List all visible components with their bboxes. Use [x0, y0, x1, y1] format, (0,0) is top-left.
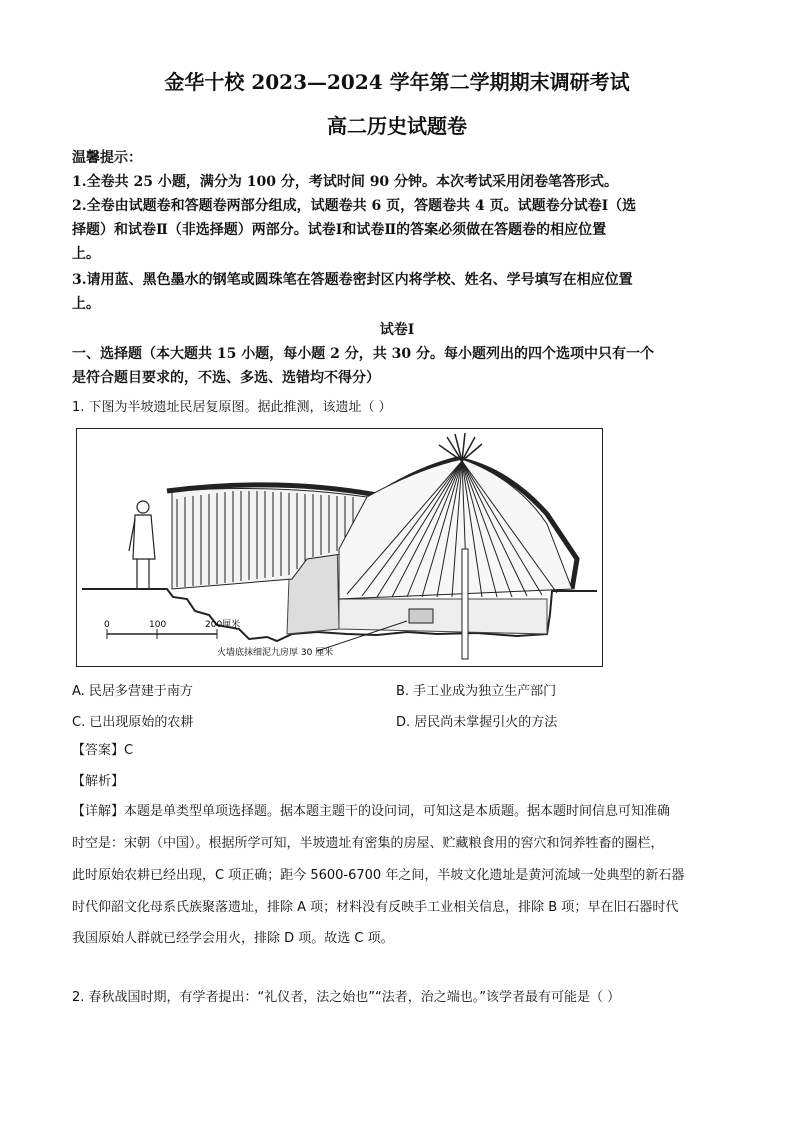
notice-line: 3.请用蓝、黑色墨水的钢笔或圆珠笔在答题卷密封区内将学校、姓名、学号填写在相应位置	[72, 272, 633, 288]
scale-label-200: 200厘米	[205, 620, 241, 630]
analysis-line: 【详解】本题是单类型单项选择题。据本题主题干的设问词，可知这是本质题。据本题时间信息可知准确	[72, 804, 671, 819]
question-1-stem: 1. 下图为半坡遗址民居复原图。据此推测，该遗址（ ）	[72, 400, 392, 415]
option-c: C. 已出现原始的农耕	[72, 715, 194, 730]
option-b: B. 手工业成为独立生产部门	[396, 684, 557, 699]
exam-subtitle: 高二历史试题卷	[327, 114, 467, 138]
section-instruction: 是符合题目要求的，不选、多选、选错均不得分）	[72, 370, 380, 386]
option-d: D. 居民尚未掌握引火的方法	[396, 715, 558, 730]
option-a: A. 民居多营建于南方	[72, 684, 193, 699]
notice-line: 1.全卷共 25 小题，满分为 100 分，考试时间 90 分钟。本次考试采用闭卷笔答形式。	[72, 174, 619, 190]
banpo-dwelling-illustration	[77, 429, 602, 666]
figure-caption: 火墙底抹细泥九房厚 30 厘米	[217, 648, 334, 658]
scale-label-0: 0	[104, 620, 110, 630]
analysis-line: 我国原始人群就已经学会用火，排除 D 项。故选 C 项。	[72, 931, 394, 946]
notice-line: 上。	[72, 296, 100, 312]
notice-line: 上。	[72, 246, 100, 262]
section-title: 试卷Ⅰ	[379, 322, 415, 338]
banpo-dwelling-figure	[76, 428, 603, 667]
notice-line: 2.全卷由试题卷和答题卷两部分组成，试题卷共 6 页，答题卷共 4 页。试题卷分试卷Ⅰ（选	[72, 198, 637, 214]
analysis-line: 时代仰韶文化母系氏族聚落遗址，排除 A 项；材料没有反映手工业相关信息，排除 B 项；早在旧石器时代	[72, 900, 679, 915]
notice-line: 择题）和试卷Ⅱ（非选择题）两部分。试卷Ⅰ和试卷Ⅱ的答案必须做在答题卷的相应位置	[72, 222, 607, 238]
analysis-line: 此时原始农耕已经出现，C 项正确；距今 5600-6700 年之间，半坡文化遗址是黄河流域一处典型的新石器	[72, 868, 685, 883]
scale-label-100: 100	[149, 620, 167, 630]
question-2-stem: 2. 春秋战国时期，有学者提出：“礼仪者，法之始也”“法者，治之端也。”该学者最有可能是（ ）	[72, 990, 621, 1005]
analysis-line: 时空是：宋朝（中国）。根据所学可知，半坡遗址有密集的房屋、贮藏粮食用的窖穴和饲养牲畜的圈栏，	[72, 836, 664, 851]
analysis-label: 【解析】	[72, 774, 125, 789]
exam-title: 金华十校 2023—2024 学年第二学期期末调研考试	[164, 70, 630, 94]
notice-heading: 温馨提示：	[72, 150, 142, 166]
section-instruction: 一、选择题（本大题共 15 小题，每小题 2 分，共 30 分。每小题列出的四个选项中只有一个	[72, 346, 654, 362]
answer-label: 【答案】C	[72, 743, 134, 758]
